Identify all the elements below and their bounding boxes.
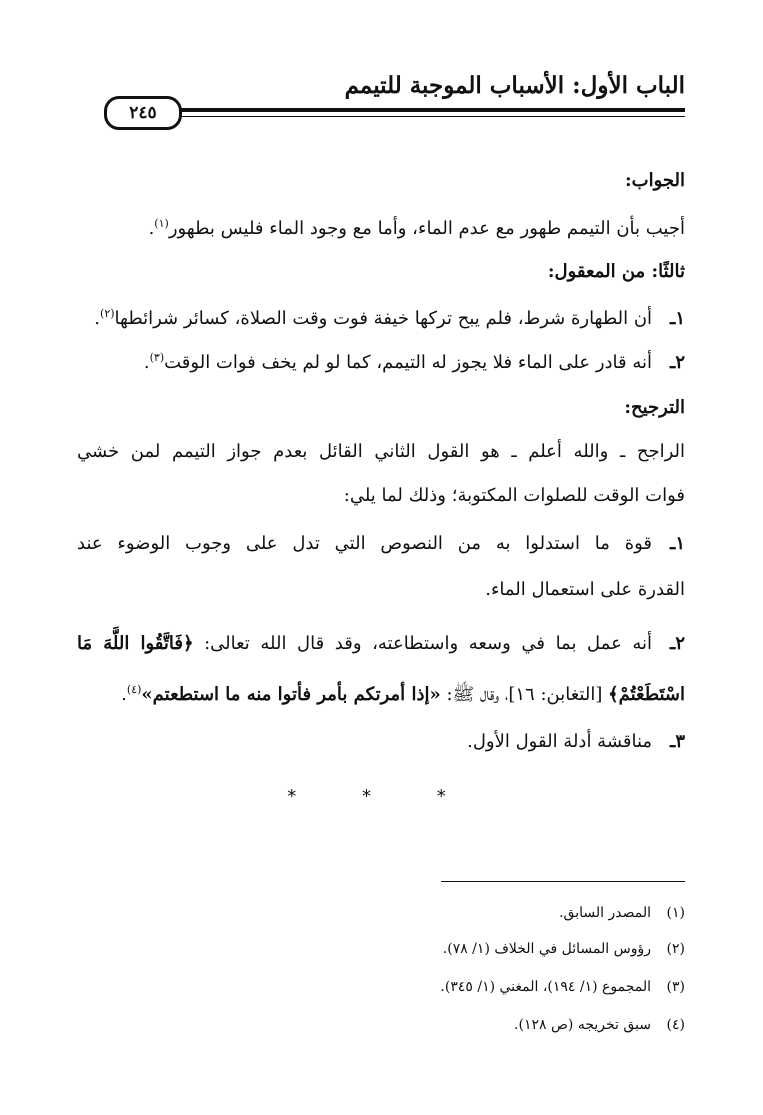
footnote-text: سبق تخريجه (ص ١٢٨).: [514, 1017, 651, 1033]
header-rule-thin: [118, 116, 685, 117]
list-item: [77, 298, 685, 335]
footnote-number: (٢): [666, 941, 685, 957]
footnote-number: (٤): [666, 1017, 685, 1033]
answer-text: أجيب بأن التيمم طهور مع عدم الماء، وأما مع وجود الماء فليس بطهور: [168, 218, 685, 239]
page-number-badge: [104, 96, 182, 130]
list-item: [77, 342, 685, 379]
item-end: .: [94, 308, 101, 329]
footnote-number: (١): [666, 905, 685, 921]
item-number: ٢ـ: [670, 633, 685, 654]
reason-1-line-2: القدرة على استعمال الماء.: [485, 579, 685, 600]
header-rule: [118, 108, 685, 112]
item-text: أنه قادر على الماء فلا يجوز له التيمم، كما لو لم يخف فوات الوقت: [164, 352, 653, 373]
answer-paragraph: [77, 208, 685, 245]
page-number: ٢٤٥: [129, 103, 157, 123]
tarjih-line-1: الراجح ـ والله أعلم ـ هو القول الثاني القائل بعدم جواز التيمم لمن خشي: [77, 441, 685, 462]
item-text: أن الطهارة شرط، فلم يبح تركها خيفة فوت وقت الصلاة، كسائر شرائطها: [114, 308, 653, 329]
item-number: ٣ـ: [670, 731, 685, 752]
reason-text: قوة ما استدلوا به من النصوص التي تدل على وجوب الوضوء عند: [77, 533, 653, 554]
reason-1-line-1: [77, 528, 685, 560]
footnote-text: المجموع (١/ ١٩٤)، المغني (١/ ٣٤٥).: [440, 979, 651, 995]
footnote-ref-3: (٣): [149, 351, 165, 364]
footnote: [85, 1014, 685, 1036]
reason-2-line-2: [77, 674, 685, 711]
reason-text: أنه عمل بما في وسعه واستطاعته، وقد قال الله تعالى:: [204, 633, 653, 654]
hadith-quote: «إذا أمرتكم بأمر فأتوا منه ما استطعتم»: [141, 684, 441, 705]
footnote-ref-4: (٤): [126, 683, 142, 696]
footnote-ref-2: (٢): [100, 307, 115, 320]
footnote: [85, 938, 685, 960]
reason-text: مناقشة أدلة القول الأول.: [467, 731, 653, 752]
answer-end: .: [148, 218, 155, 239]
tarjih-line-2: فوات الوقت للصلوات المكتوبة؛ وذلك لما يلي:: [343, 485, 685, 506]
third-heading: ثالثًا: من المعقول:: [547, 261, 685, 282]
footnote: [85, 902, 685, 924]
verse-reference: [التغابن: ١٦]، وقال ﷺ:: [446, 684, 603, 705]
reason-end: .: [121, 684, 127, 705]
item-number: ٢ـ: [670, 352, 685, 373]
footnote-ref-1: (١): [154, 217, 169, 230]
chapter-title: الباب الأول: الأسباب الموجبة للتيمم: [344, 72, 685, 99]
reason-3: [77, 726, 685, 758]
quran-verse: ﴿فَاتَّقُوا اللَّهَ مَا: [77, 633, 194, 654]
tarjih-heading: الترجيح:: [624, 397, 685, 418]
footnote-number: (٣): [666, 979, 685, 995]
footnote-text: المصدر السابق.: [559, 905, 651, 921]
item-number: ١ـ: [670, 308, 685, 329]
quran-verse-end: اسْتَطَعْتُمْ﴾: [608, 684, 685, 705]
footnote-rule: [441, 881, 685, 882]
footnote-text: رؤوس المسائل في الخلاف (١/ ٧٨).: [442, 941, 651, 957]
item-end: .: [143, 352, 150, 373]
item-number: ١ـ: [670, 533, 685, 554]
answer-heading: الجواب:: [625, 170, 685, 191]
section-divider-stars: * * *: [287, 786, 476, 807]
reason-2-line-1: [77, 628, 685, 660]
footnote: [85, 976, 685, 998]
